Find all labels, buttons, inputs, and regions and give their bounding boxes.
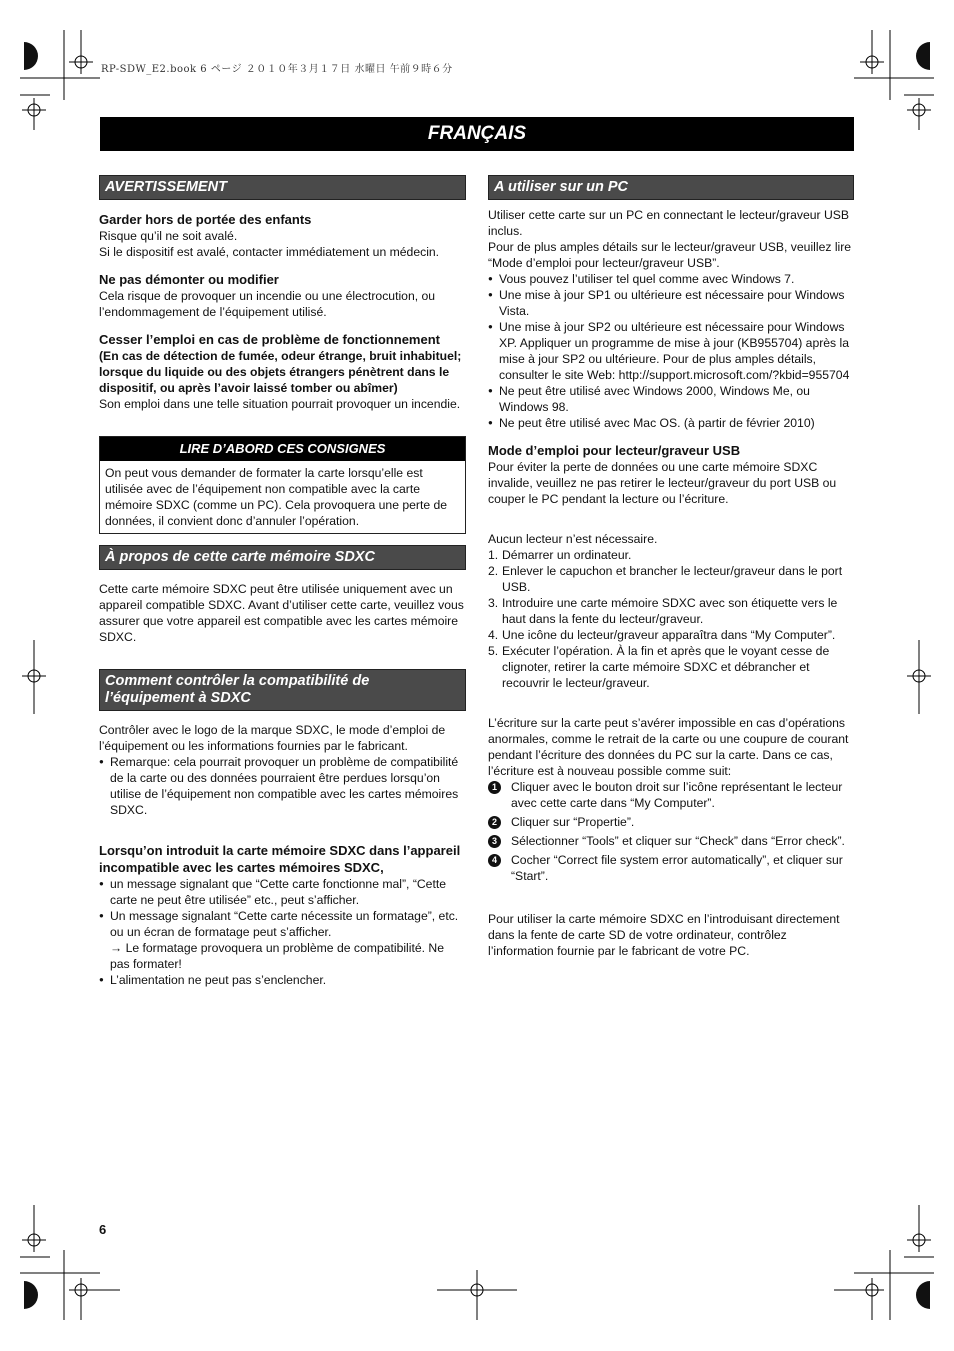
warning-title: Cesser l’emploi en cas de problème de fonctionnement bbox=[99, 332, 440, 347]
warning-bold-text: (En cas de détection de fumée, odeur étrange, bruit inhabituel; lorsque du liquide ou des objets étrangers pénètrent dans le dispositif, ou après l’avoir laissé tomber ou abîmer) bbox=[99, 349, 462, 395]
list-item: 2. Enlever le capuchon et brancher le lecteur/graveur dans le port USB. bbox=[488, 564, 843, 594]
warning-title: Ne pas démonter ou modifier bbox=[99, 272, 279, 287]
page-number: 6 bbox=[99, 1222, 107, 1237]
incompat-title: Lorsqu’on introduit la carte mémoire SDXC dans l’appareil incompatible avec les cartes mémoires SDXC, bbox=[99, 843, 461, 875]
abnormal-text: L’écriture sur la carte peut s’avérer impossible en cas d’opérations anormales, comme le retrait de la carte ou une coupure de courant pendant l’écriture des données du PC sur la carte. Dans ce cas, l’écriture est à nouveau possible comme suit: bbox=[488, 716, 849, 778]
compat-list bbox=[99, 754, 466, 818]
list-item: ● Un message signalant “Cette carte nécessite un formatage”, etc. ou un écran de formatage peut s’afficher. bbox=[99, 908, 466, 940]
final-text: Pour utiliser la carte mémoire SDXC en l’introduisant directement dans la fente de carte SD de votre ordinateur, contrôlez l’information fournie par le fabricant de votre PC. bbox=[488, 912, 840, 958]
about-text: Cette carte mémoire SDXC peut être utilisée uniquement avec un appareil compatible SDXC. Avant d’utiliser cette carte, veuillez vous assurer que votre appareil est compatible avec les cartes mémoire SDXC. bbox=[99, 582, 464, 644]
incompat-list bbox=[99, 876, 466, 940]
left-column bbox=[99, 175, 466, 988]
usb-title: Mode d’emploi pour lecteur/graveur USB bbox=[488, 443, 741, 458]
list-item: ● Vous pouvez l’utiliser tel quel comme avec Windows 7. bbox=[488, 271, 854, 287]
list-item: ● Une mise à jour SP2 ou ultérieure est nécessaire pour Windows XP. Appliquer un programme de mise à jour (KB955704) après la mise à jour SP2 ou ultérieure. Pour de plus amples détails, consulter le site Web: http://support.microsoft.com/?kbid=955704 bbox=[488, 319, 854, 383]
no-reader-text: Aucun lecteur n’est nécessaire. bbox=[488, 532, 658, 546]
notice-heading: LIRE D’ABORD CES CONSIGNES bbox=[100, 437, 465, 461]
list-item: 3. Introduire une carte mémoire SDXC avec son étiquette vers le haut dans la fente du lecteur/graveur. bbox=[488, 596, 838, 626]
list-item: 4. Une icône du lecteur/graveur apparaîtra dans “My Computer”. bbox=[488, 628, 836, 642]
list-item: 5. Exécuter l’opération. À la fin et après que le voyant cesse de clignoter, retirer la carte mémoire SDXC et débrancher et recouvrir le lecteur/graveur. bbox=[488, 644, 830, 690]
right-column bbox=[488, 175, 854, 959]
warning-text: Si le dispositif est avalé, contacter immédiatement un médecin. bbox=[99, 245, 440, 259]
list-item: 1 Cliquer avec le bouton droit sur l’icône représentant le lecteur avec cette carte dans “My Computer”. bbox=[488, 779, 854, 811]
incompat-list-last bbox=[99, 972, 466, 988]
list-item: ● Remarque: cela pourrait provoquer un problème de compatibilité de la carte ou des données pourraient être perdues lorsqu’on utilise de l’équipement non compatible avec les cartes mémoires SDXC. bbox=[99, 754, 466, 818]
repair-steps bbox=[488, 779, 854, 884]
file-header: RP-SDW_E2.book 6 ページ ２０１０年３月１７日 水曜日 午前９時６分 bbox=[101, 64, 453, 75]
warning-text: Cela risque de provoquer un incendie ou une électrocution, ou l’endommagement de l’équipement utilisé. bbox=[99, 289, 436, 319]
usb-steps bbox=[488, 547, 854, 691]
section-heading-pc: A utiliser sur un PC bbox=[488, 175, 854, 200]
warning-text: Son emploi dans une telle situation pourrait provoquer un incendie. bbox=[99, 397, 461, 411]
list-item: ● un message signalant que “Cette carte fonctionne mal”, “Cette carte ne peut être utilisée” etc., peut s’afficher. bbox=[99, 876, 466, 908]
list-item: 2 Cliquer sur “Propertie”. bbox=[488, 814, 854, 830]
incompat-note: → Le formatage provoquera un problème de compatibilité. Ne pas formater! bbox=[110, 941, 444, 971]
compat-text: Contrôler avec le logo de la marque SDXC, le mode d’emploi de l’équipement ou les informations fournies par le fabricant. bbox=[99, 723, 446, 753]
notice-box bbox=[99, 436, 466, 534]
section-heading-compat: Comment contrôler la compatibilité de l’équipement à SDXC bbox=[99, 669, 466, 711]
warning-title: Garder hors de portée des enfants bbox=[99, 212, 312, 227]
list-item: ● Une mise à jour SP1 ou ultérieure est nécessaire pour Windows Vista. bbox=[488, 287, 854, 319]
notice-text: On peut vous demander de formater la carte lorsqu’elle est utilisée avec de l’équipement non compatible avec la carte mémoire SDXC (comme un PC). Cela provoquera une perte de données, il convient donc d’annuler l’opération. bbox=[105, 466, 448, 528]
list-item: 4 Cocher “Correct file system error automatically”, et cliquer sur “Start”. bbox=[488, 852, 854, 884]
usb-text: Pour éviter la perte de données ou une carte mémoire SDXC invalide, veuillez ne pas retirer le lecteur/graveur du port USB ou couper le PC pendant la lecture ou l’écriture. bbox=[488, 460, 837, 506]
warning-text: Risque qu’il ne soit avalé. bbox=[99, 229, 238, 243]
pc-list bbox=[488, 271, 854, 431]
section-heading-avertissement: AVERTISSEMENT bbox=[99, 175, 466, 200]
list-item: 3 Sélectionner “Tools” et cliquer sur “Check” dans “Error check”. bbox=[488, 833, 854, 849]
list-item: 1. Démarrer un ordinateur. bbox=[488, 548, 632, 562]
list-item: ● Ne peut être utilisé avec Windows 2000, Windows Me, ou Windows 98. bbox=[488, 383, 854, 415]
section-heading-about: À propos de cette carte mémoire SDXC bbox=[99, 545, 466, 570]
pc-intro: Pour de plus amples détails sur le lecteur/graveur USB, veuillez lire “Mode d’emploi pour lecteur/graveur USB”. bbox=[488, 240, 852, 270]
page-title: FRANÇAIS bbox=[100, 117, 854, 151]
list-item: ● L’alimentation ne peut pas s’enclencher. bbox=[99, 972, 466, 988]
pc-intro: Utiliser cette carte sur un PC en connectant le lecteur/graveur USB inclus. bbox=[488, 208, 850, 238]
list-item: ● Ne peut être utilisé avec Mac OS. (à partir de février 2010) bbox=[488, 415, 854, 431]
